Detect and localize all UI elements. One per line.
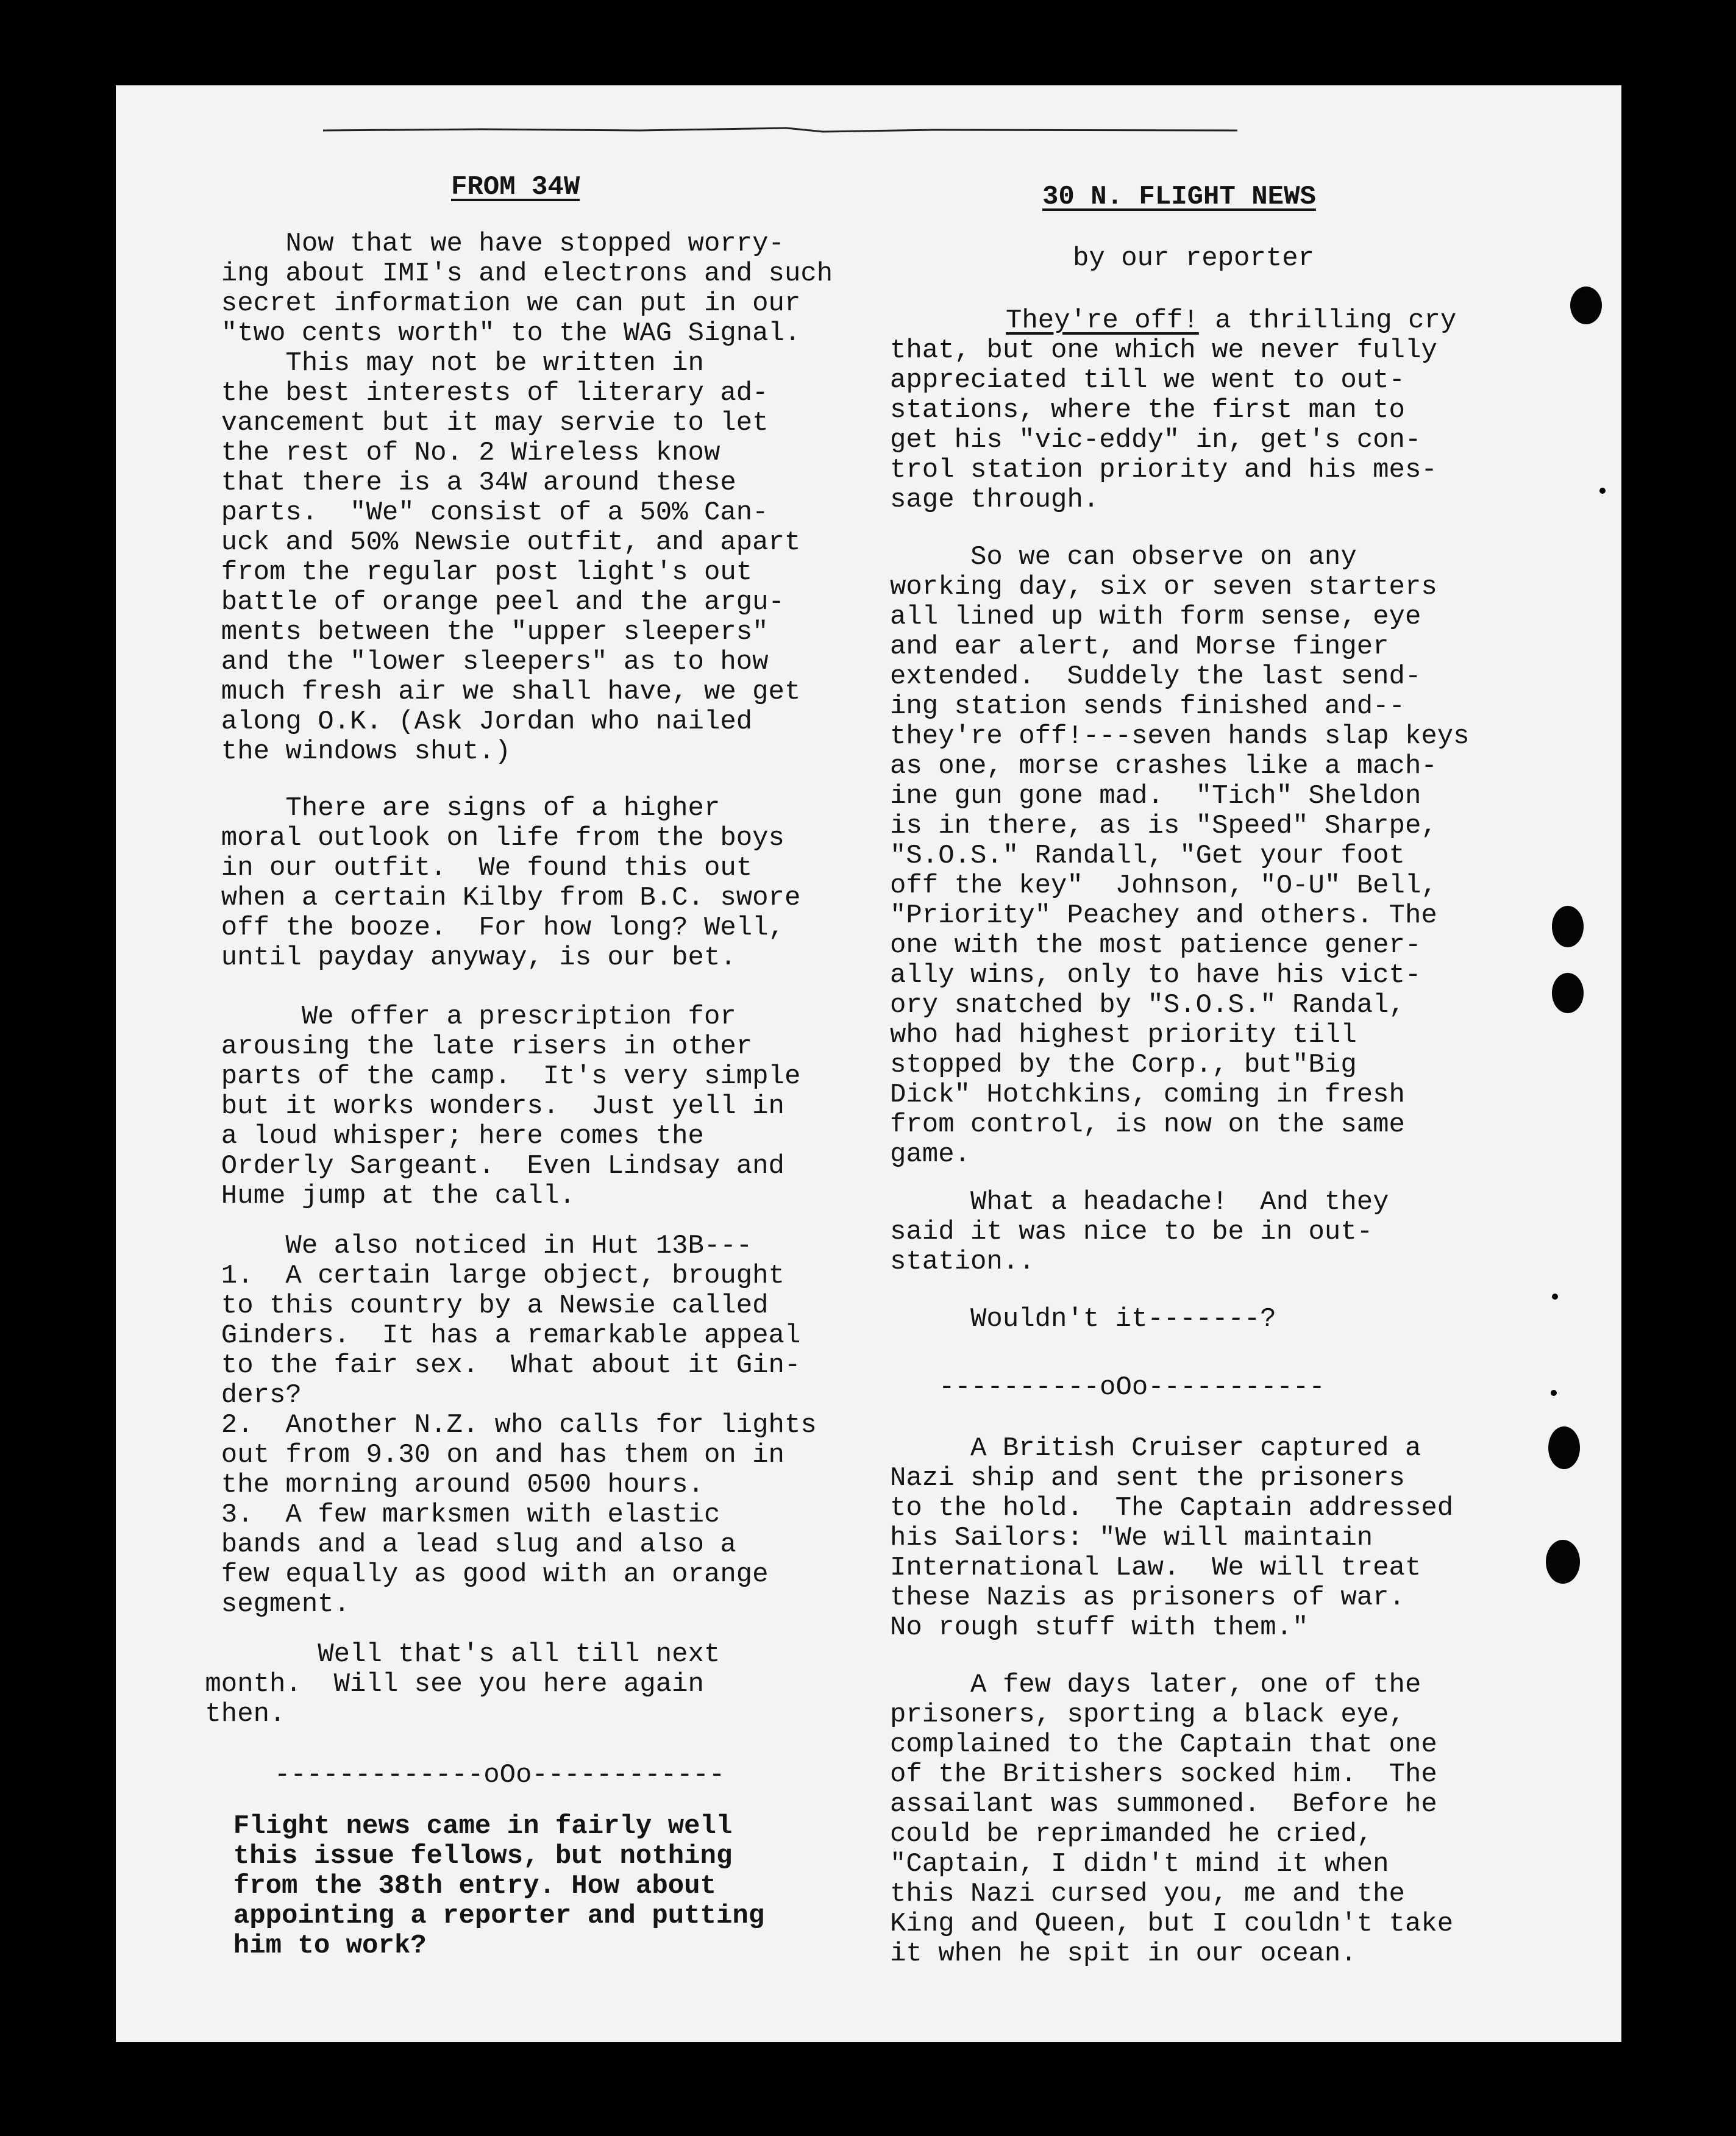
right-column: [890, 85, 1609, 1969]
left-heading: FROM 34W: [451, 172, 580, 202]
left-column: [189, 85, 896, 1961]
left-divider: -------------oOo------------: [274, 1760, 725, 1790]
right-para-headache: What a headache! And they said it was nice to be in out- station..: [890, 1187, 1389, 1277]
ink-blot: [1552, 973, 1584, 1013]
right-byline: by our reporter: [1073, 243, 1315, 274]
right-para-starters: So we can observe on any working day, six or seven starters all lined up with form sense, eye and ear alert, and Morse finger extended. Suddely the last send- ing station sends finished and-- they're off!---seven hands slap keys as one, morse crashes like a mach- ine gun gone mad. "Tich" Sheldon is in there, as is "Speed" Sharpe, "S.O.S." Randall, "Get your foot off the key" Johnson, "O-U" Bell, "Priority" Peachey and others. The one with the most patience gener- ally wins, only to have his vict- ory snatched by "S.O.S." Randal, who had highest priority till stopped by the Corp., but"Big Dick" Hotchkins, coming in fresh from control, is now on the same game.: [890, 542, 1470, 1170]
left-para-intro: Now that we have stopped worry- ing about IMI's and electrons and such secret information we can put in our "two cents worth" to the WAG Signal. This may not be written in the best interests of literary ad- vancement but it may servie to let the rest of No. 2 Wireless know that there is a 34W around these parts. "We" consist of a 50% Can- uck and 50% Newsie outfit, and apart from the regular post light's out battle of orange peel and the argu- ments between the "upper sleepers" and the "lower sleepers" as to how much fresh air we shall have, we get along O.K. (Ask Jordan who nailed the windows shut.): [221, 229, 833, 767]
right-para-black-eye: A few days later, one of the prisoners, sporting a black eye, complained to the Captain that one of the Britishers socked him. The assailant was summoned. Before he could be reprimanded he cried, "Captain, I didn't mind it when this Nazi cursed you, me and the King and Queen, but I couldn't take it when he spit in our ocean.: [890, 1670, 1454, 1969]
left-para-moral: There are signs of a higher moral outlook on life from the boys in our outfit. We found this out when a certain Kilby from B.C. swore off the booze. For how long? Well, until payday anyway, is our bet.: [221, 793, 801, 973]
right-para-british-cruiser: A British Cruiser captured a Nazi ship and sent the prisoners to the hold. The Captain addressed his Sailors: "We will maintain International Law. We will treat these Nazis as prisoners of war. No rough stuff with them.": [890, 1433, 1454, 1643]
right-divider: ----------oOo-----------: [939, 1372, 1325, 1403]
punch-dot: [1552, 1294, 1558, 1300]
theyre-off-rest: a thrilling cry that, but one which we never fully appreciated till we went to out- stations, where the first man to get his "vic-eddy" in, get's con- trol station priority and his mes- sage through.: [890, 305, 1457, 515]
right-para-wouldnt-it: Wouldn't it-------?: [890, 1304, 1276, 1334]
punch-dot: [1599, 488, 1606, 494]
right-para-theyre-off: [890, 306, 1456, 515]
ink-blot: [1570, 287, 1602, 324]
punch-dot: [1551, 1390, 1557, 1396]
ink-blot: [1552, 906, 1584, 947]
left-para-flight-news-note: Flight news came in fairly well this issue fellows, but nothing from the 38th entry. How about appointing a reporter and putting him to work?: [233, 1811, 765, 1961]
ink-blot: [1546, 1540, 1580, 1584]
newsletter-page: [116, 85, 1621, 2042]
theyre-off-lead: They're off!: [1006, 305, 1199, 336]
left-para-hut-13b: We also noticed in Hut 13B--- 1. A certain large object, brought to this country by a Newsie called Ginders. It has a remarkable appeal to the fair sex. What about it Gin- ders? 2. Another N.Z. who calls for lights out from 9.30 on and has them on in the morning around 0500 hours. 3. A few marksmen with elastic bands and a lead slug and also a few equally as good with an orange segment.: [221, 1231, 817, 1620]
left-para-closing: Well that's all till next month. Will see you here again then.: [205, 1639, 720, 1729]
ink-blot: [1548, 1426, 1580, 1469]
right-heading: 30 N. FLIGHT NEWS: [1042, 182, 1316, 212]
left-para-prescription: We offer a prescription for arousing the late risers in other parts of the camp. It's very simple but it works wonders. Just yell in a loud whisper; here comes the Orderly Sargeant. Even Lindsay and Hume jump at the call.: [221, 1002, 801, 1211]
